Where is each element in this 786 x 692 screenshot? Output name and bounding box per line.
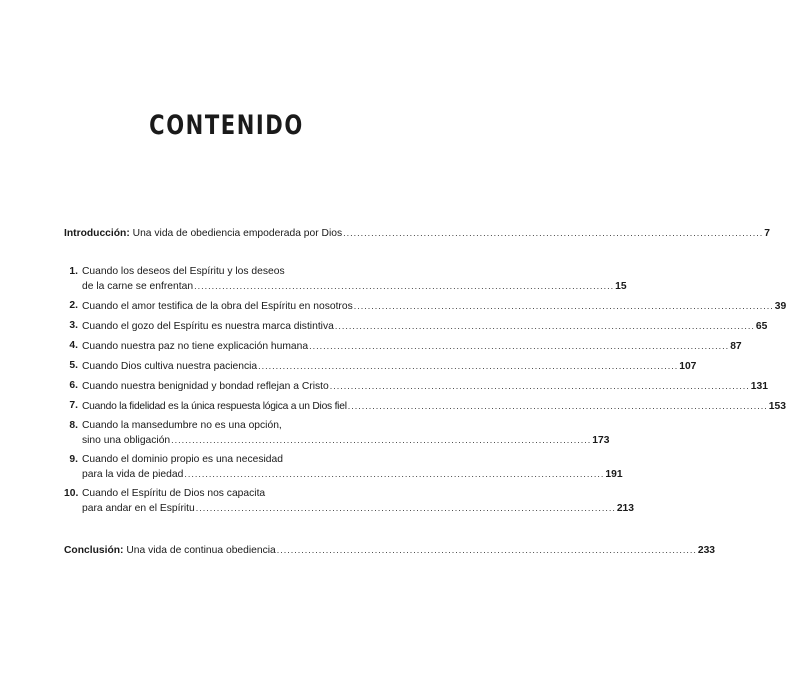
conclusion-page: 233 bbox=[697, 545, 716, 556]
chapter-title-line: Cuando los deseos del Espíritu y los deseos bbox=[82, 266, 285, 277]
chapter-number: 9. bbox=[69, 454, 78, 465]
chapter-title-line: para la vida de piedad bbox=[82, 469, 184, 480]
chapter-page: 15 bbox=[615, 281, 627, 292]
dot-leader: ........................................................................................................................ bbox=[347, 401, 768, 411]
chapter-title-line: Cuando la fidelidad es la única respuesta lógica a un Dios fiel bbox=[82, 401, 347, 412]
conclusion-title: Una vida de continua obediencia bbox=[123, 545, 276, 556]
dot-leader: ........................................................................................................................ bbox=[329, 381, 750, 391]
page-title: CONTENIDO bbox=[149, 110, 304, 141]
dot-leader: ........................................................................................................................ bbox=[309, 341, 730, 351]
dot-leader: ........................................................................................................................ bbox=[184, 469, 605, 479]
chapter-page: 39 bbox=[774, 301, 786, 312]
chapter-title-line: Cuando el amor testifica de la obra del Espíritu en nosotros bbox=[82, 301, 353, 312]
chapter-number: 1. bbox=[69, 266, 78, 277]
conclusion-label: Conclusión: bbox=[64, 545, 124, 556]
intro-page: 7 bbox=[764, 228, 770, 239]
chapter-title-line: para andar en el Espíritu bbox=[82, 503, 195, 514]
dot-leader: ........................................................................................................................ bbox=[194, 281, 615, 291]
chapter-page: 107 bbox=[679, 361, 697, 372]
chapter-title-line: Cuando la mansedumbre no es una opción, bbox=[82, 420, 282, 431]
chapter-number: 7. bbox=[69, 400, 78, 411]
chapter-number: 8. bbox=[69, 420, 78, 431]
chapter-page: 213 bbox=[616, 503, 635, 514]
chapter-title-line: Cuando el gozo del Espíritu es nuestra marca distintiva bbox=[82, 321, 334, 332]
chapter-title-line: Cuando nuestra paz no tiene explicación humana bbox=[82, 341, 309, 352]
chapter-number: 2. bbox=[69, 300, 78, 311]
toc-conclusion[interactable] bbox=[64, 543, 716, 558]
dot-leader: ........................................................................................................................ bbox=[334, 321, 755, 331]
toc-intro[interactable] bbox=[64, 226, 770, 241]
intro-label: Introducción: bbox=[64, 228, 130, 239]
chapter-page: 87 bbox=[730, 341, 742, 352]
intro-title: Una vida de obediencia empoderada por Dios bbox=[129, 228, 343, 239]
chapter-number: 4. bbox=[69, 340, 78, 351]
dot-leader: ........................................................................................................................ bbox=[353, 301, 774, 311]
chapter-number: 10. bbox=[64, 488, 79, 499]
dot-leader: ........................................................................................................................ bbox=[195, 503, 616, 513]
chapter-title-line: Cuando nuestra benignidad y bondad reflejan a Cristo bbox=[82, 381, 329, 392]
dot-leader: ........................................................................................................................ bbox=[343, 228, 764, 238]
chapter-page: 191 bbox=[605, 469, 623, 480]
dot-leader: ........................................................................................................................ bbox=[276, 545, 697, 555]
chapter-number: 3. bbox=[69, 320, 78, 331]
chapter-number: 5. bbox=[69, 360, 78, 371]
chapter-page: 65 bbox=[755, 321, 768, 332]
chapter-number: 6. bbox=[69, 380, 78, 391]
chapter-page: 131 bbox=[750, 381, 768, 392]
chapter-page: 153 bbox=[768, 401, 786, 412]
dot-leader: ........................................................................................................................ bbox=[258, 361, 679, 371]
chapter-page: 173 bbox=[592, 435, 610, 446]
dot-leader: ........................................................................................................................ bbox=[171, 435, 592, 445]
chapter-title-line: sino una obligación bbox=[82, 435, 171, 446]
chapter-title-line: de la carne se enfrentan bbox=[82, 281, 194, 292]
chapter-title-line: Cuando Dios cultiva nuestra paciencia bbox=[82, 361, 258, 372]
chapter-title-line: Cuando el Espíritu de Dios nos capacita bbox=[82, 488, 266, 499]
chapter-title-line: Cuando el dominio propio es una necesidad bbox=[82, 454, 283, 465]
